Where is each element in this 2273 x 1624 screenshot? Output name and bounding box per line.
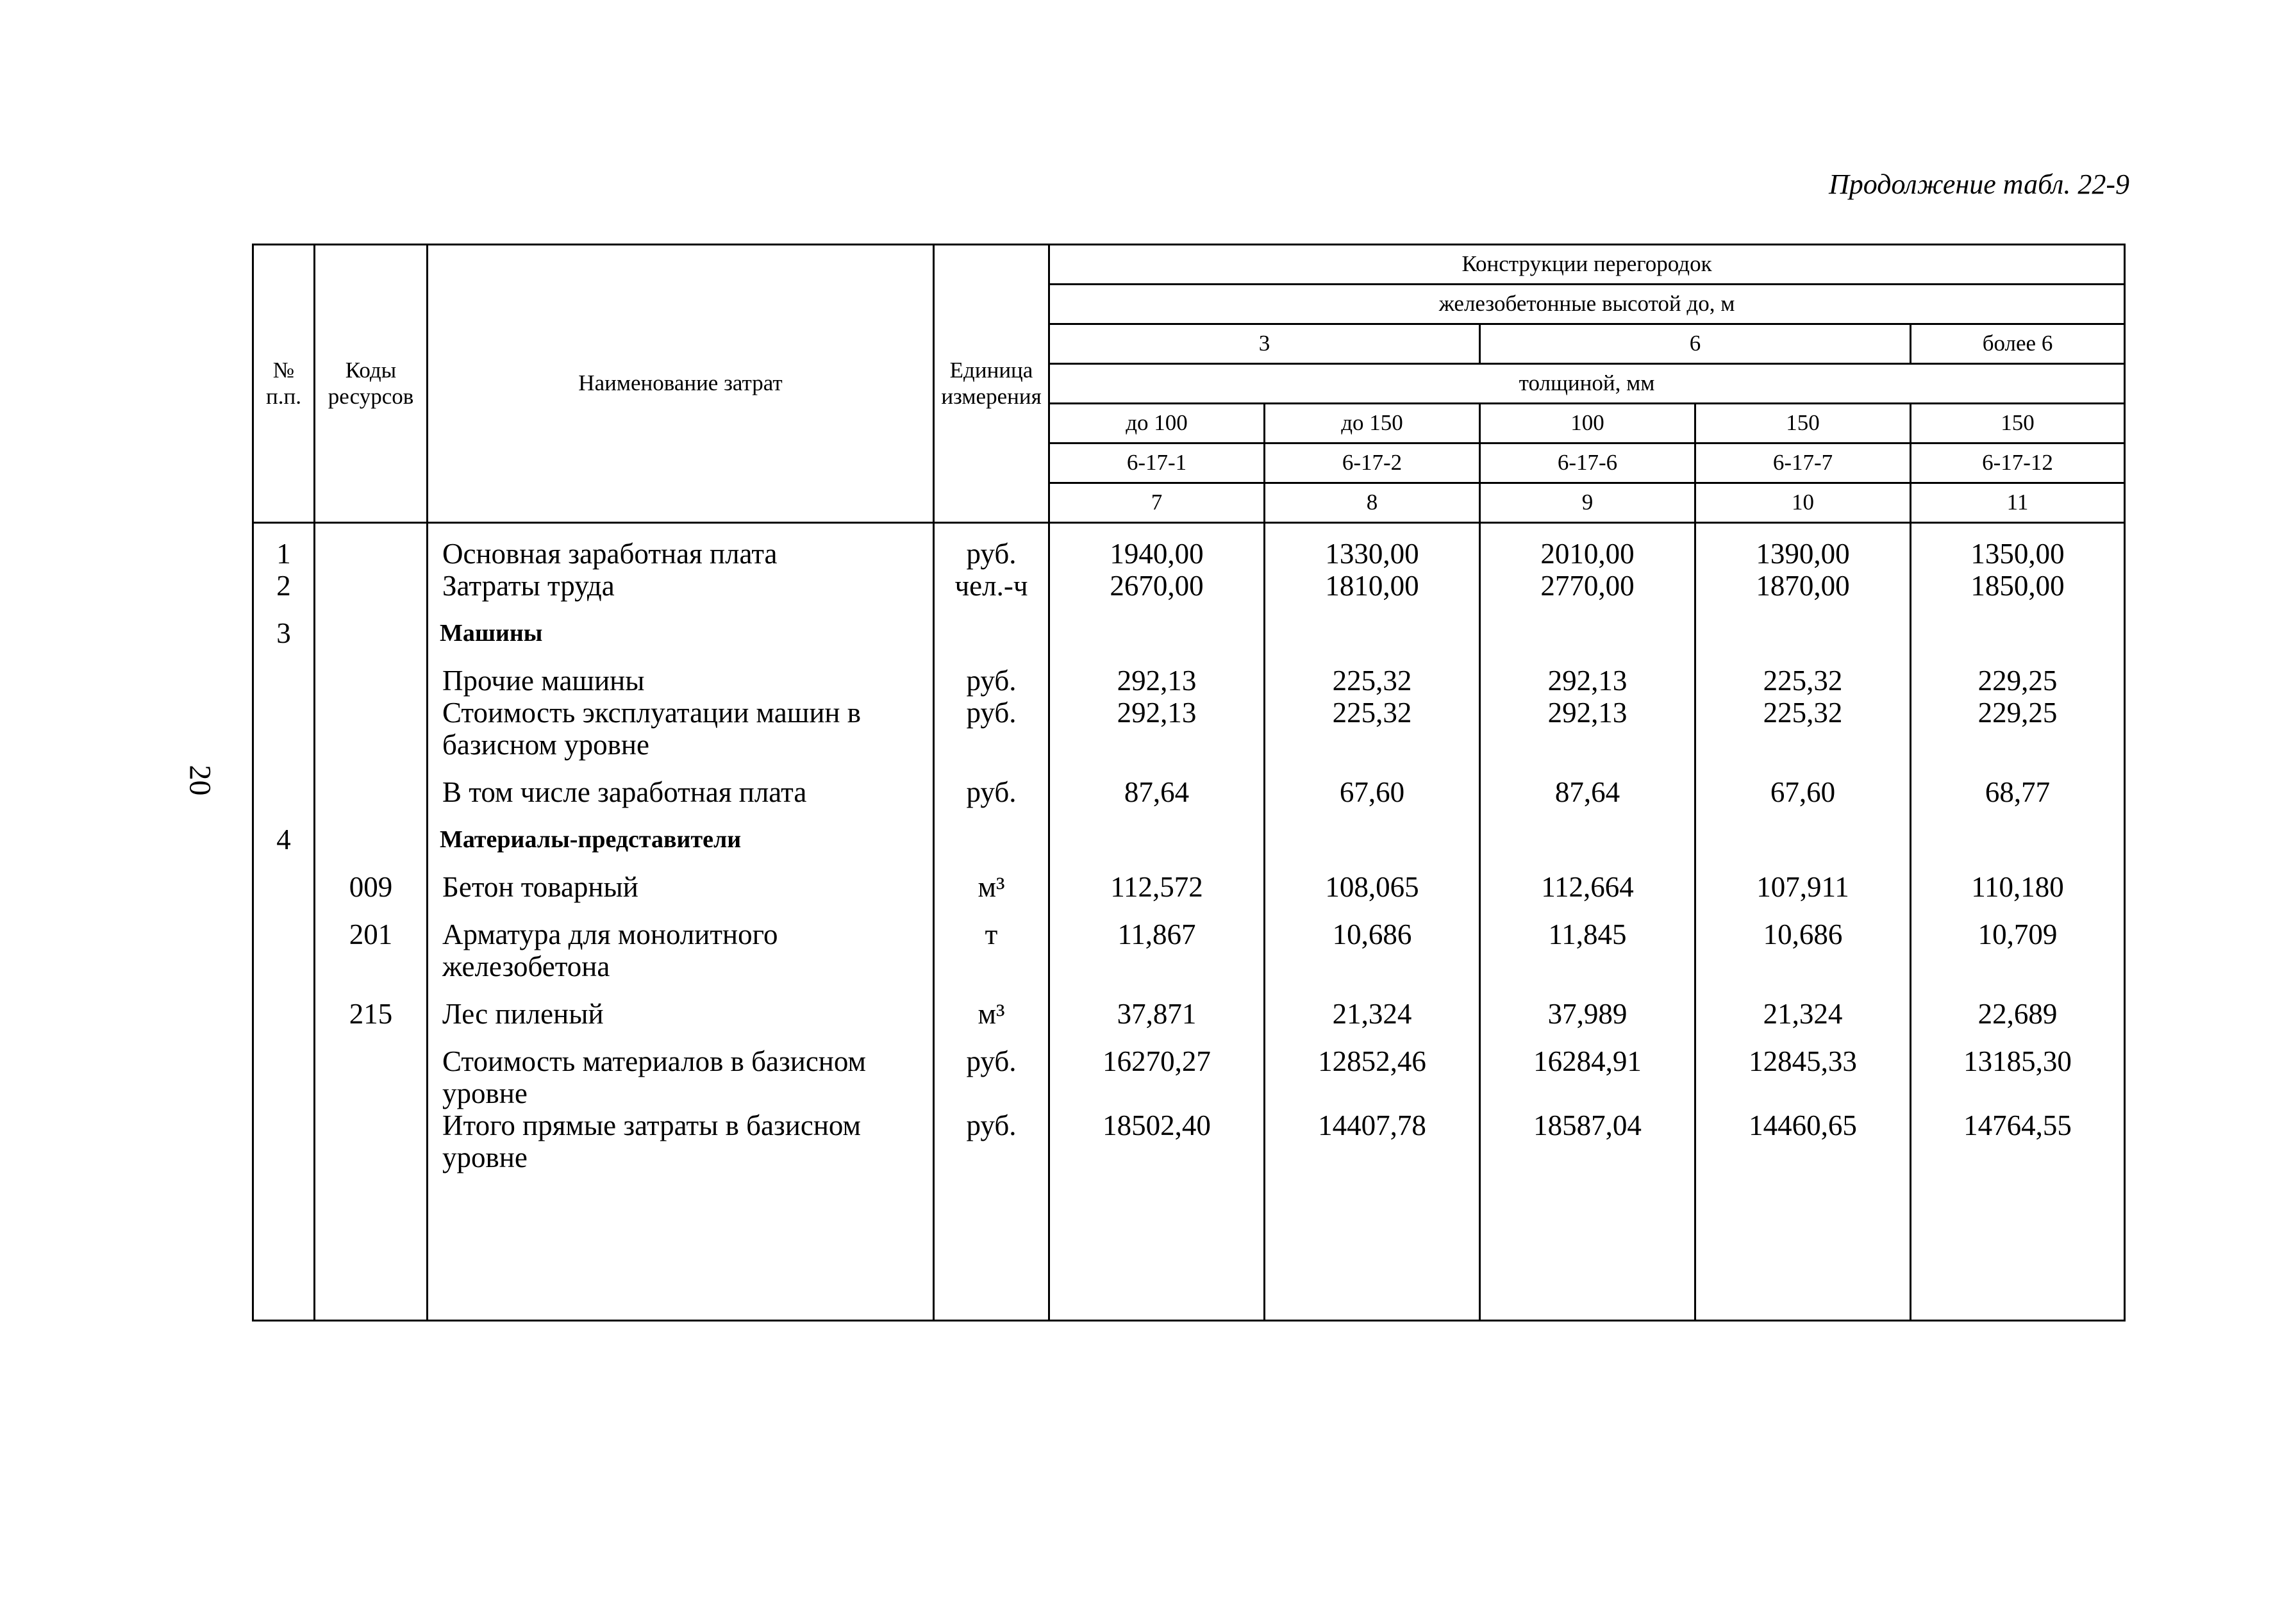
cost-value: 107,911 [1756,871,1849,903]
unit: руб. [966,538,1017,570]
cost-value: 292,13 [1547,697,1628,729]
cost-value: 11,845 [1548,918,1627,950]
resource-code: 201 [349,918,393,950]
header-thickness: толщиной, мм [1049,364,2125,404]
cost-value: 14460,65 [1749,1109,1857,1141]
row-number: 3 [276,617,291,649]
cost-value: 68,77 [1985,776,2051,808]
cost-name: железобетона [442,950,610,982]
header-norm-code: 6-17-1 [1049,443,1265,483]
cost-name: Стоимость материалов в базисном [442,1045,867,1077]
cost-value: 2010,00 [1540,538,1635,570]
header-height-3: 3 [1049,324,1480,364]
cost-name: Арматура для монолитного [442,918,778,950]
value-column-11 [1911,523,2125,1321]
cost-name: базисном уровне [442,729,649,761]
cost-value: 112,664 [1541,871,1634,903]
row-number: 4 [276,824,291,856]
cost-value: 292,13 [1547,665,1628,697]
header-thick-value: 150 [1911,404,2125,443]
cost-value: 1330,00 [1325,538,1419,570]
header-norm-code: 6-17-7 [1695,443,1911,483]
row-number-column [253,523,315,1321]
section-title-materials: Материалы-представители [440,826,742,853]
cost-value: 110,180 [1971,871,2064,903]
cost-value: 87,64 [1124,776,1190,808]
cost-value: 10,686 [1332,918,1412,950]
unit-column [934,523,1049,1321]
cost-value: 67,60 [1770,776,1836,808]
unit: руб. [966,1045,1017,1077]
resource-code-column [315,523,428,1321]
unit: руб. [966,1109,1017,1141]
cost-value: 10,709 [1977,918,2058,950]
cost-value: 1940,00 [1110,538,1204,570]
header-norm-code: 6-17-2 [1265,443,1480,483]
unit: м³ [978,998,1005,1030]
cost-value: 16270,27 [1103,1045,1211,1077]
cost-value: 10,686 [1763,918,1843,950]
cost-value: 1810,00 [1325,570,1419,602]
cost-value: 13185,30 [1963,1045,2072,1077]
cost-value: 14764,55 [1963,1109,2072,1141]
cost-name: Лес пиленый [442,998,604,1030]
cost-value: 22,689 [1977,998,2058,1030]
section-title-machines: Машины [440,620,543,647]
unit: т [985,918,998,950]
cost-value: 225,32 [1332,665,1412,697]
cost-value: 2670,00 [1110,570,1204,602]
header-height-over-6: более 6 [1911,324,2125,364]
value-column-7 [1049,523,1265,1321]
cost-name: Итого прямые затраты в базисном [442,1109,862,1141]
cost-value: 37,989 [1547,998,1628,1030]
cost-value: 112,572 [1110,871,1203,903]
cost-value: 21,324 [1763,998,1843,1030]
cost-table [252,244,2126,1322]
header-thick-value: до 150 [1265,404,1480,443]
header-col-number: 9 [1480,483,1695,523]
cost-value: 1850,00 [1970,570,2065,602]
header-norm-code: 6-17-6 [1480,443,1695,483]
cost-value: 2770,00 [1540,570,1635,602]
value-column-8 [1265,523,1480,1321]
cost-value: 225,32 [1763,697,1843,729]
cost-value: 18587,04 [1533,1109,1642,1141]
resource-code: 009 [349,871,393,903]
cost-value: 12852,46 [1318,1045,1426,1077]
value-column-9 [1480,523,1695,1321]
header-thick-value: 100 [1480,404,1695,443]
cost-name-column [428,523,934,1321]
cost-name: Прочие машины [442,665,645,697]
row-number: 2 [276,570,291,602]
cost-name: уровне [442,1141,528,1173]
unit: м³ [978,871,1005,903]
row-number: 1 [276,538,291,570]
header-col-number: 11 [1911,483,2125,523]
cost-value: 225,32 [1763,665,1843,697]
cost-name: Основная заработная плата [442,538,778,570]
unit: руб. [966,665,1017,697]
cost-name: Затраты труда [442,570,615,602]
header-group-rc-height: железобетонные высотой до, м [1049,285,2125,324]
header-thick-value: 150 [1695,404,1911,443]
header-unit: Единица измерения [934,245,1049,523]
cost-value: 292,13 [1117,665,1197,697]
cost-name: Бетон товарный [442,871,638,903]
cost-value: 225,32 [1332,697,1412,729]
cost-value: 1870,00 [1756,570,1850,602]
header-thick-value: до 100 [1049,404,1265,443]
header-col-number: 10 [1695,483,1911,523]
header-group-partitions: Конструкции перегородок [1049,245,2125,285]
unit: руб. [966,697,1017,729]
header-col-number: 8 [1265,483,1480,523]
header-norm-code: 6-17-12 [1911,443,2125,483]
header-col-number: 7 [1049,483,1265,523]
table-continuation-caption: Продолжение табл. 22-9 [1829,169,2129,200]
cost-value: 229,25 [1977,665,2058,697]
cost-value: 87,64 [1554,776,1620,808]
header-height-6: 6 [1480,324,1911,364]
cost-name: В том числе заработная плата [442,776,807,808]
cost-value: 14407,78 [1318,1109,1426,1141]
cost-value: 229,25 [1977,697,2058,729]
cost-name: уровне [442,1077,528,1109]
cost-value: 1390,00 [1756,538,1850,570]
cost-value: 11,867 [1117,918,1196,950]
cost-value: 21,324 [1332,998,1412,1030]
unit: чел.-ч [954,570,1028,602]
cost-value: 67,60 [1339,776,1405,808]
cost-value: 108,065 [1325,871,1419,903]
header-num: № п.п. [253,245,315,523]
cost-name: Стоимость эксплуатации машин в [442,697,862,729]
resource-code: 215 [349,998,393,1030]
cost-value: 12845,33 [1749,1045,1857,1077]
header-resource-codes: Коды ресурсов [315,245,428,523]
unit: руб. [966,776,1017,808]
header-cost-name: Наименование затрат [428,245,934,523]
page-number: 20 [183,765,217,796]
cost-value: 292,13 [1117,697,1197,729]
cost-value: 18502,40 [1103,1109,1211,1141]
cost-value: 1350,00 [1970,538,2065,570]
cost-value: 37,871 [1117,998,1197,1030]
value-column-10 [1695,523,1911,1321]
cost-value: 16284,91 [1533,1045,1642,1077]
